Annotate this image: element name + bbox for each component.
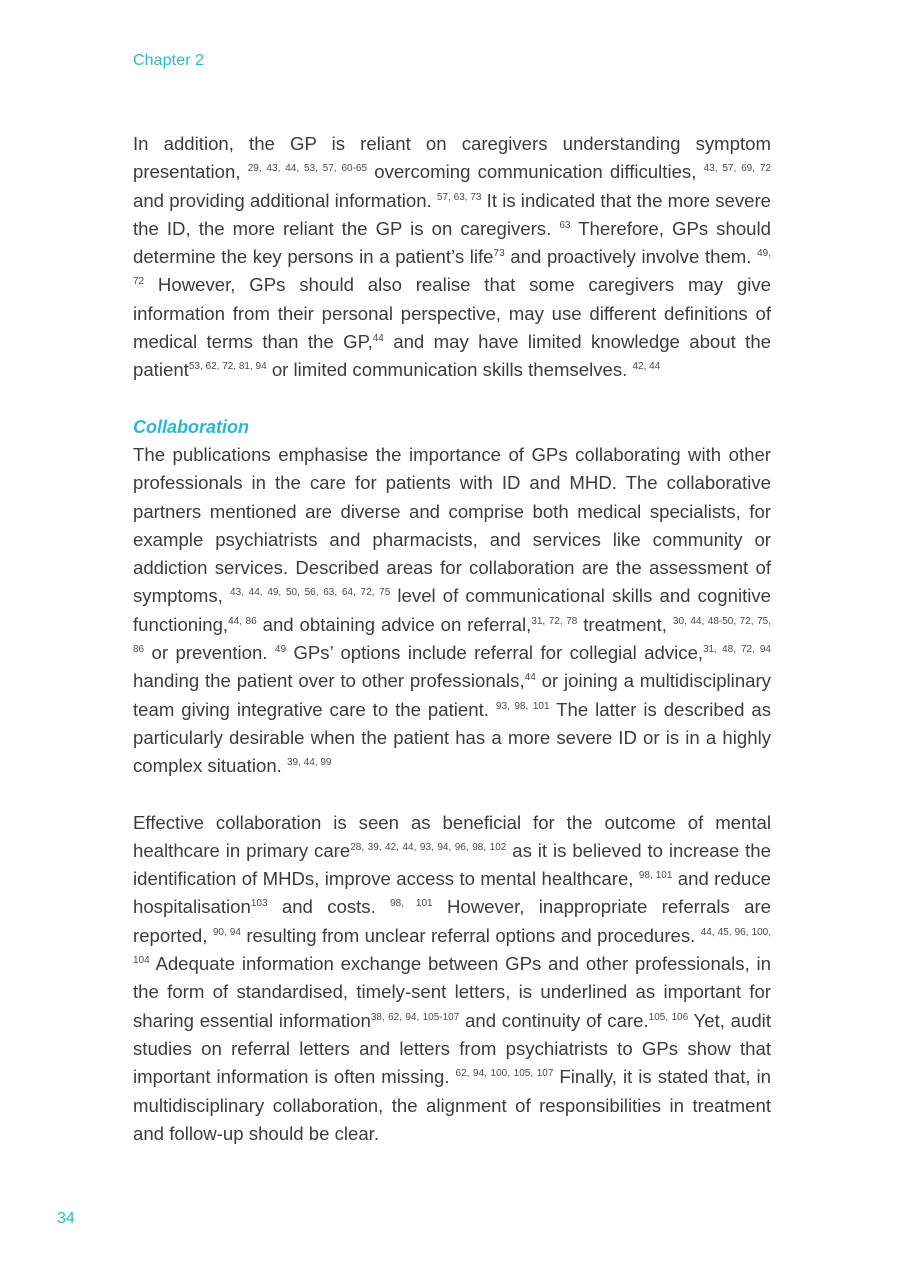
- citation: 30, 44, 48-50, 72, 75, 86: [133, 615, 772, 656]
- text-run: However, GPs should also realise that some caregivers may give information from their personal perspective, may use different definitions of medical terms than the GP,: [133, 274, 771, 353]
- text-run: Therefore, GPs should determine the key persons in a patient’s life: [133, 217, 771, 268]
- citation: 28, 39, 42, 44, 93, 94, 96, 98, 102: [350, 841, 507, 853]
- text-run: and providing additional information.: [133, 189, 432, 211]
- text-run: The latter is described as particularly desirable when the patient has a more severe ID or is in a highly complex situation.: [133, 698, 771, 777]
- paragraph-caregivers: [133, 130, 771, 385]
- text-run: However, inappropriate referrals are reported,: [133, 896, 772, 946]
- text-run: and continuity of care.: [459, 1009, 649, 1031]
- citation: 44, 86: [228, 615, 257, 627]
- citation: 53, 62, 72, 81, 94: [188, 361, 267, 373]
- citation: 44: [524, 672, 536, 684]
- chapter-header: Chapter 2: [133, 52, 205, 69]
- text-run: and obtaining advice on referral,: [256, 613, 532, 635]
- citation: 105, 106: [648, 1011, 689, 1023]
- citation: 31, 72, 78: [531, 615, 578, 627]
- text-run: Adequate information exchange between GPs and other professionals, in the form of standardised, timely-sent letters, is underlined as important for sharing essential information: [133, 953, 771, 1031]
- text-run: In addition, the GP is reliant on caregivers understanding symptom presentation,: [133, 133, 771, 183]
- text-run: and costs.: [267, 896, 376, 918]
- citation: 98, 101: [638, 870, 673, 882]
- text-run: The publications emphasise the importance of GPs collaborating with other professionals in the care for patients with ID and MHD. The collaborative partners mentioned are diverse and comprise both medical specialists, for example psychiatrists and pharmacists, and services like community or addiction services. Described areas for collaboration are the assessment of symptoms,: [133, 443, 771, 607]
- citation: 98, 101: [390, 898, 433, 910]
- page-number: 34: [57, 1210, 75, 1227]
- citation: 39, 44, 99: [287, 757, 332, 769]
- text-run: as it is believed to increase the identification of MHDs, improve access to mental healthcare,: [133, 839, 771, 890]
- text-run: Effective collaboration is seen as beneficial for the outcome of mental healthcare in primary care: [133, 811, 771, 861]
- page-body: [133, 130, 771, 1148]
- citation: 90, 94: [212, 926, 241, 938]
- citation: 44: [372, 333, 384, 345]
- citation: 93, 98, 101: [495, 700, 550, 712]
- citation: 49, 72: [133, 248, 771, 288]
- citation: 57, 63, 73: [436, 191, 482, 203]
- text-run: Yet, audit studies on referral letters and letters from psychiatrists to GPs show that important information is often missing.: [133, 1009, 771, 1088]
- citation: 63: [559, 219, 571, 231]
- citation: 103: [250, 898, 268, 910]
- text-run: resulting from unclear referral options and procedures.: [240, 924, 696, 946]
- citation: 38, 62, 94, 105-107: [370, 1011, 460, 1023]
- text-run: level of communicational skills and cognitive functioning,: [133, 585, 772, 635]
- text-run: treatment,: [577, 613, 667, 635]
- citation: 44, 45, 96, 100, 104: [133, 926, 771, 967]
- text-run: GPs’ options include referral for collegial advice,: [286, 642, 704, 664]
- text-run: and may have limited knowledge about the patient: [133, 331, 772, 381]
- citation: 43, 44, 49, 50, 56, 63, 64, 72, 75: [230, 587, 391, 599]
- text-run: or prevention.: [144, 642, 268, 664]
- text-run: handing the patient over to other professionals,: [133, 670, 525, 692]
- text-run: It is indicated that the more severe the ID, the more reliant the GP is on caregivers.: [133, 189, 772, 239]
- paragraph-gap: [133, 385, 771, 413]
- text-run: overcoming communication difficulties,: [367, 161, 697, 183]
- text-run: Finally, it is stated that, in multidisciplinary collaboration, the alignment of responsibilities in treatment and follow-up should be clear.: [133, 1066, 772, 1144]
- citation: 62, 94, 100, 105, 107: [455, 1068, 554, 1080]
- citation: 42, 44: [632, 361, 661, 373]
- section-heading-collaboration: Collaboration: [133, 416, 249, 437]
- text-run: or limited communication skills themselves.: [266, 359, 628, 381]
- citation: 73: [493, 248, 505, 260]
- citation: 49: [274, 644, 287, 656]
- citation: 31, 48, 72, 94: [703, 644, 771, 656]
- text-run: and proactively involve them.: [504, 246, 752, 268]
- paragraph-gap: [133, 781, 771, 809]
- paragraph-collaboration: [133, 441, 771, 781]
- text-run: and reduce hospitalisation: [133, 868, 771, 918]
- paragraph-effective-collaboration: [133, 809, 771, 1149]
- citation: 29, 43, 44, 53, 57, 60-65: [247, 163, 368, 175]
- citation: 43, 57, 69, 72: [703, 163, 771, 175]
- text-run: or joining a multidisciplinary team giving integrative care to the patient.: [133, 670, 771, 720]
